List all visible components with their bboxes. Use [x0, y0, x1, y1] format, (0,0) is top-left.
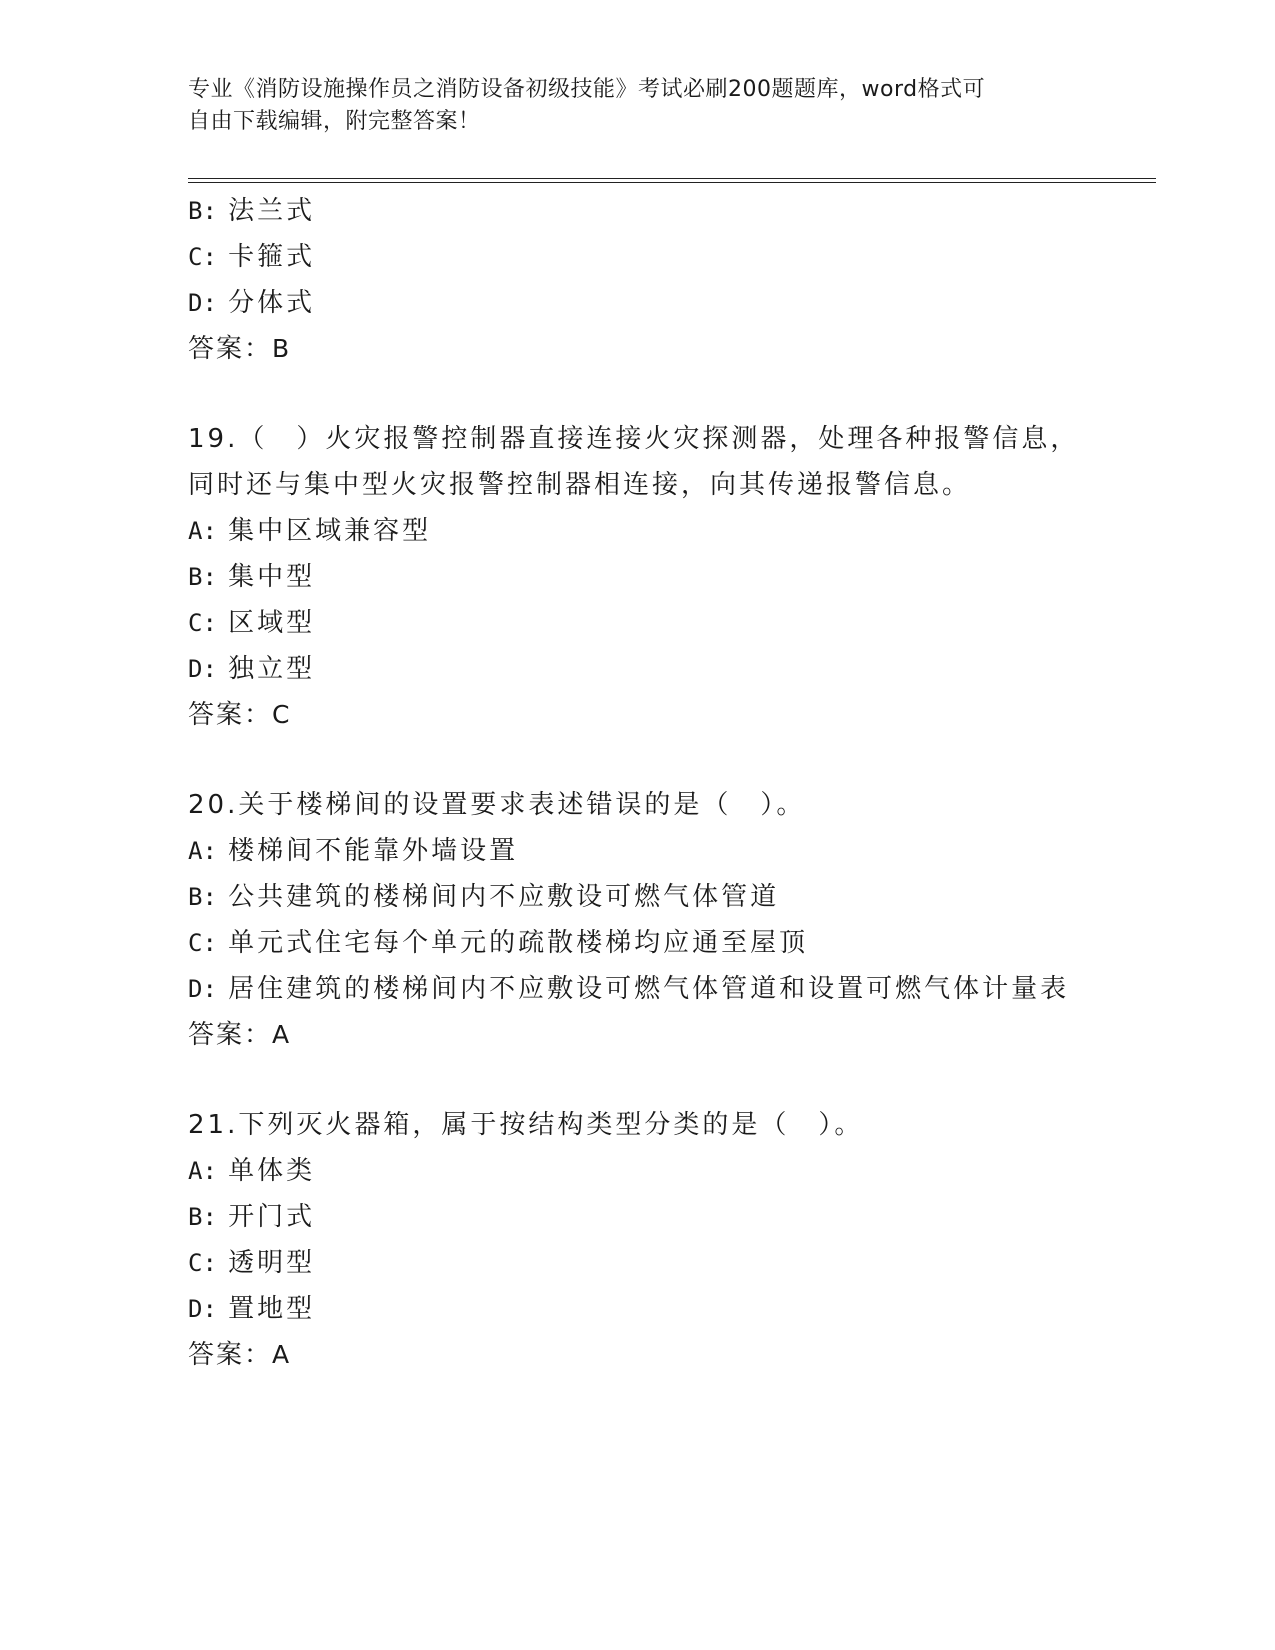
- answer-label: 答案：: [188, 700, 273, 730]
- option-text: 卡箍式: [228, 242, 316, 272]
- option-text: 透明型: [228, 1248, 316, 1278]
- answer-line: [188, 1332, 1148, 1378]
- option-text: 开门式: [228, 1202, 316, 1232]
- option-d: [188, 1286, 1148, 1332]
- option-a: [188, 508, 1148, 554]
- option-text: 独立型: [228, 654, 316, 684]
- question-20: [188, 782, 1148, 1058]
- question-stem: 20.关于楼梯间的设置要求表述错误的是（ ）。: [188, 790, 806, 820]
- option-text: 法兰式: [228, 196, 316, 226]
- option-d: [188, 646, 1148, 692]
- option-d: [188, 280, 1148, 326]
- option-key: C:: [188, 609, 217, 637]
- question-fragment: [188, 188, 1148, 372]
- answer-value: C: [272, 700, 292, 729]
- option-key: D:: [188, 655, 217, 683]
- answer-value: A: [272, 1020, 292, 1049]
- option-text: 分体式: [228, 288, 316, 318]
- question-19: [188, 416, 1148, 738]
- question-stem-continued: 同时还与集中型火灾报警控制器相连接，向其传递报警信息。: [188, 470, 972, 500]
- answer-label: 答案：: [188, 334, 273, 364]
- option-b: [188, 874, 1148, 920]
- option-key: D:: [188, 975, 217, 1003]
- option-text: 楼梯间不能靠外墙设置: [228, 836, 519, 866]
- option-key: A:: [188, 1157, 217, 1185]
- option-key: A:: [188, 517, 217, 545]
- option-b: [188, 554, 1148, 600]
- option-a: [188, 828, 1148, 874]
- question-stem: 21.下列灭火器箱，属于按结构类型分类的是（ ）。: [188, 1110, 864, 1140]
- answer-label: 答案：: [188, 1020, 273, 1050]
- header-line-2: 自由下载编辑，附完整答案！: [188, 109, 481, 134]
- answer-label: 答案：: [188, 1340, 273, 1370]
- option-text: 居住建筑的楼梯间内不应敷设可燃气体管道和设置可燃气体计量表: [228, 974, 1070, 1004]
- option-c: [188, 234, 1148, 280]
- option-text: 单体类: [228, 1156, 316, 1186]
- option-key: B:: [188, 197, 217, 225]
- option-key: C:: [188, 1249, 217, 1277]
- document-header: [188, 74, 1088, 138]
- option-key: B:: [188, 883, 217, 911]
- option-key: C:: [188, 929, 217, 957]
- answer-line: [188, 1012, 1148, 1058]
- header-divider: [188, 178, 1156, 183]
- question-stem: 19.（ ）火灾报警控制器直接连接火灾探测器，处理各种报警信息，: [188, 424, 1080, 454]
- option-text: 区域型: [228, 608, 316, 638]
- option-key: C:: [188, 243, 217, 271]
- answer-line: [188, 326, 1148, 372]
- option-text: 集中型: [228, 562, 316, 592]
- option-text: 公共建筑的楼梯间内不应敷设可燃气体管道: [228, 882, 780, 912]
- question-21: [188, 1102, 1148, 1378]
- answer-line: [188, 692, 1148, 738]
- option-c: [188, 1240, 1148, 1286]
- option-key: D:: [188, 289, 217, 317]
- option-key: B:: [188, 563, 217, 591]
- option-text: 集中区域兼容型: [228, 516, 432, 546]
- option-key: B:: [188, 1203, 217, 1231]
- answer-value: A: [272, 1340, 292, 1369]
- option-c: [188, 920, 1148, 966]
- option-d: [188, 966, 1148, 1012]
- option-key: D:: [188, 1295, 217, 1323]
- option-a: [188, 1148, 1148, 1194]
- option-b: [188, 1194, 1148, 1240]
- option-b: [188, 188, 1148, 234]
- option-text: 置地型: [228, 1294, 316, 1324]
- answer-value: B: [272, 334, 292, 363]
- option-key: A:: [188, 837, 217, 865]
- option-c: [188, 600, 1148, 646]
- question-list: [188, 188, 1148, 1378]
- option-text: 单元式住宅每个单元的疏散楼梯均应通至屋顶: [228, 928, 809, 958]
- header-line-1: 专业《消防设施操作员之消防设备初级技能》考试必刷200题题库，word格式可: [188, 77, 986, 102]
